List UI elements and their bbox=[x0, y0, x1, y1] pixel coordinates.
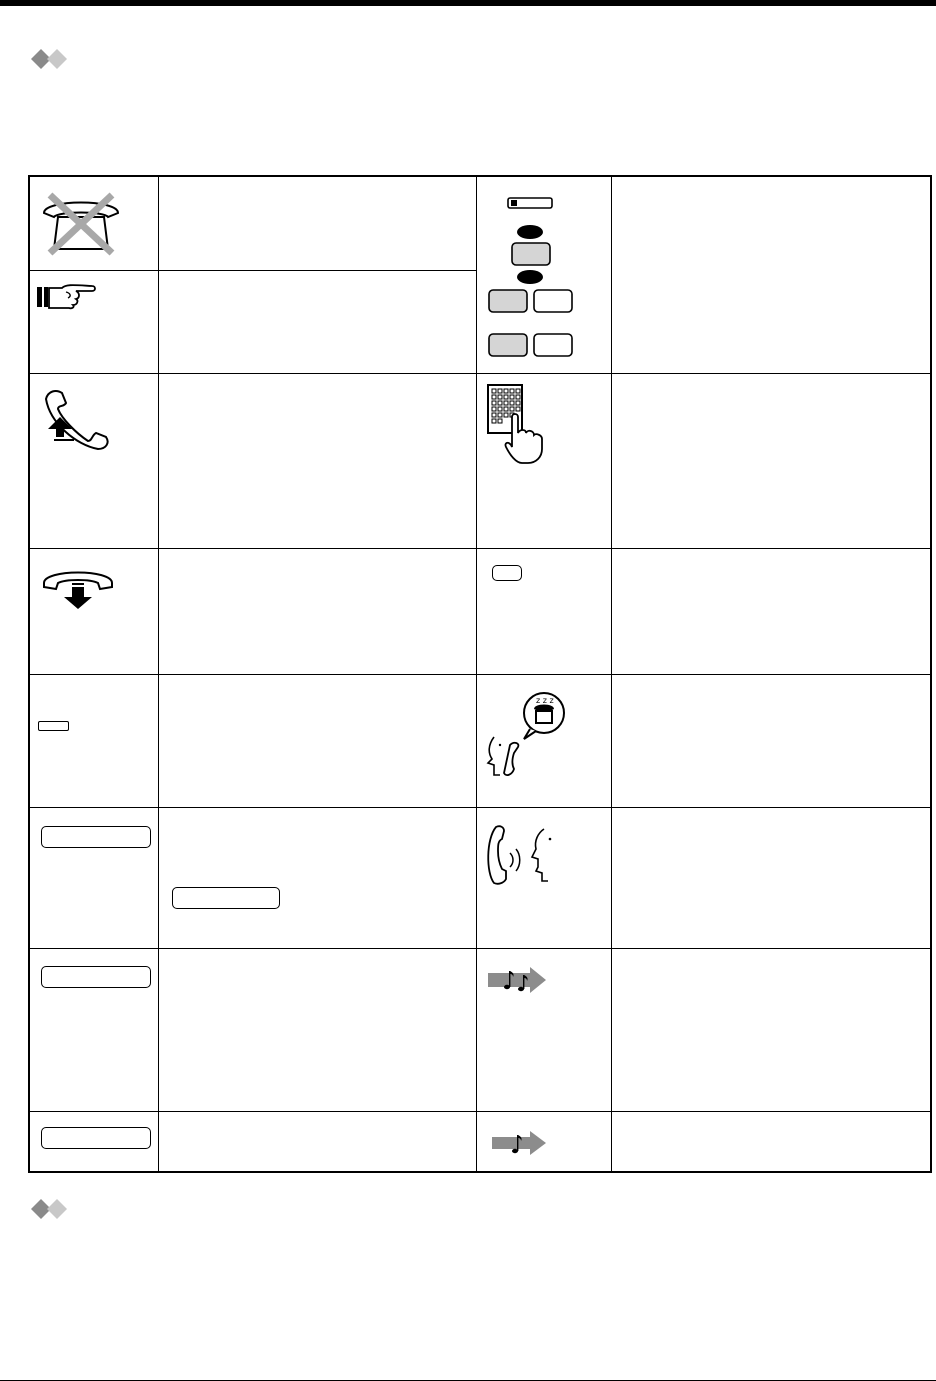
diamond-bullet-icon bbox=[30, 47, 70, 71]
handset-crossed-out-icon bbox=[38, 187, 128, 259]
icon-legend-table bbox=[28, 175, 932, 1172]
small-key-icon bbox=[492, 565, 522, 581]
long-key-icon-2 bbox=[41, 966, 151, 988]
long-key-inline-icon bbox=[172, 887, 280, 909]
top-rule bbox=[0, 0, 936, 6]
dial-keypad-icon bbox=[484, 383, 548, 467]
long-key-icon bbox=[41, 826, 151, 848]
talk-busy-icon bbox=[480, 689, 570, 781]
on-hook-icon bbox=[40, 563, 120, 613]
diamond-bullet-icon-bottom bbox=[30, 1197, 70, 1221]
tone-single-icon bbox=[490, 1129, 550, 1157]
feature-buttons-group-icon bbox=[486, 191, 596, 361]
pointing-hand-icon bbox=[36, 281, 100, 311]
tone-double-icon bbox=[486, 965, 550, 995]
svg-text:z z z: z z z bbox=[536, 696, 554, 705]
flat-key-icon bbox=[38, 721, 69, 731]
talk-icon bbox=[484, 823, 564, 887]
off-hook-icon bbox=[40, 387, 120, 451]
long-key-icon-3 bbox=[41, 1127, 151, 1149]
